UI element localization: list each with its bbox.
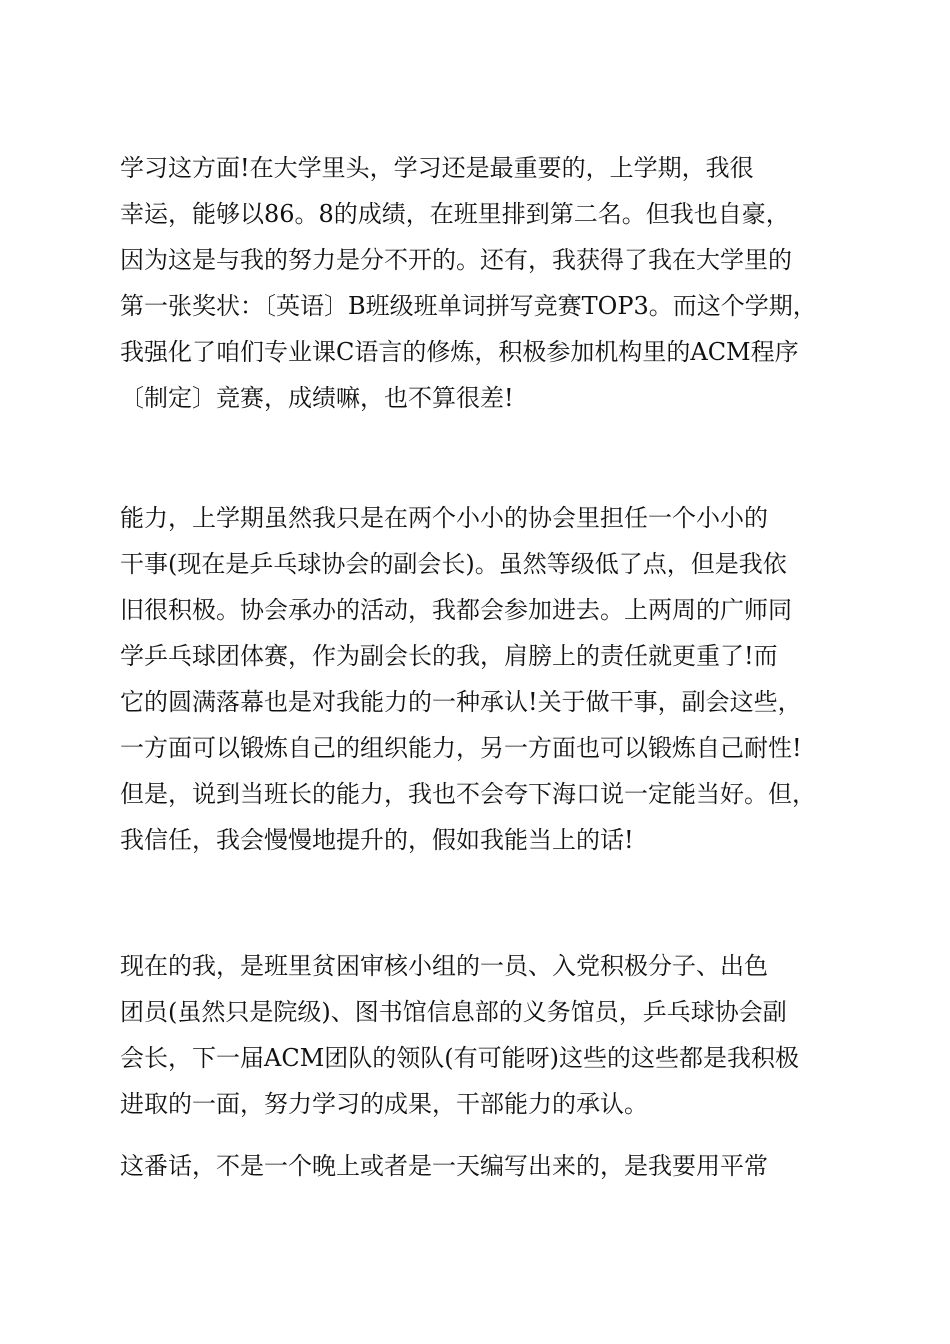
text-line: 学习这方面!在大学里头，学习还是最重要的，上学期，我很 [120, 154, 754, 182]
text-line: 能力，上学期虽然我只是在两个小小的协会里担任一个小小的 [120, 504, 768, 532]
text-line: 旧很积极。协会承办的活动，我都会参加进去。上两周的广师同 [120, 596, 792, 624]
text-line: 因为这是与我的努力是分不开的。还有，我获得了我在大学里的 [120, 246, 792, 274]
text-line: 这番话，不是一个晚上或者是一天编写出来的，是我要用平常 [120, 1152, 768, 1180]
text-line: 第一张奖状：〔英语〕B班级班单词拼写竞赛TOP3。而这个学期， [120, 292, 817, 320]
text-line: 会长，下一届ACM团队的领队(有可能呀)这些的这些都是我积极 [120, 1044, 799, 1072]
text-line: 一方面可以锻炼自己的组织能力，另一方面也可以锻炼自己耐性! [120, 734, 802, 762]
text-line: 但是，说到当班长的能力，我也不会夸下海口说一定能当好。但， [120, 780, 816, 808]
text-line: 它的圆满落幕也是对我能力的一种承认!关于做干事，副会这些， [120, 688, 802, 716]
text-line: 干事(现在是乒乓球协会的副会长)。虽然等级低了点，但是我依 [120, 550, 787, 578]
paragraph-closing [120, 1143, 850, 1189]
paragraph-study [120, 145, 850, 421]
paragraph-current-roles [120, 943, 850, 1127]
text-line: 学乒乓球团体赛，作为副会长的我，肩膀上的责任就更重了!而 [120, 642, 778, 670]
paragraph-ability [120, 495, 850, 863]
text-line: 幸运，能够以86。8的成绩，在班里排到第二名。但我也自豪， [120, 200, 790, 228]
text-line: 我强化了咱们专业课C语言的修炼，积极参加机构里的ACM程序 [120, 338, 799, 366]
text-line: 团员(虽然只是院级)、图书馆信息部的义务馆员，乒乓球协会副 [120, 998, 787, 1026]
text-line: 〔制定〕竞赛，成绩嘛，也不算很差! [120, 384, 514, 412]
text-line: 进取的一面，努力学习的成果，干部能力的承认。 [120, 1090, 648, 1118]
text-line: 现在的我，是班里贫困审核小组的一员、入党积极分子、出色 [120, 952, 768, 980]
text-line: 我信任，我会慢慢地提升的，假如我能当上的话! [120, 826, 634, 854]
